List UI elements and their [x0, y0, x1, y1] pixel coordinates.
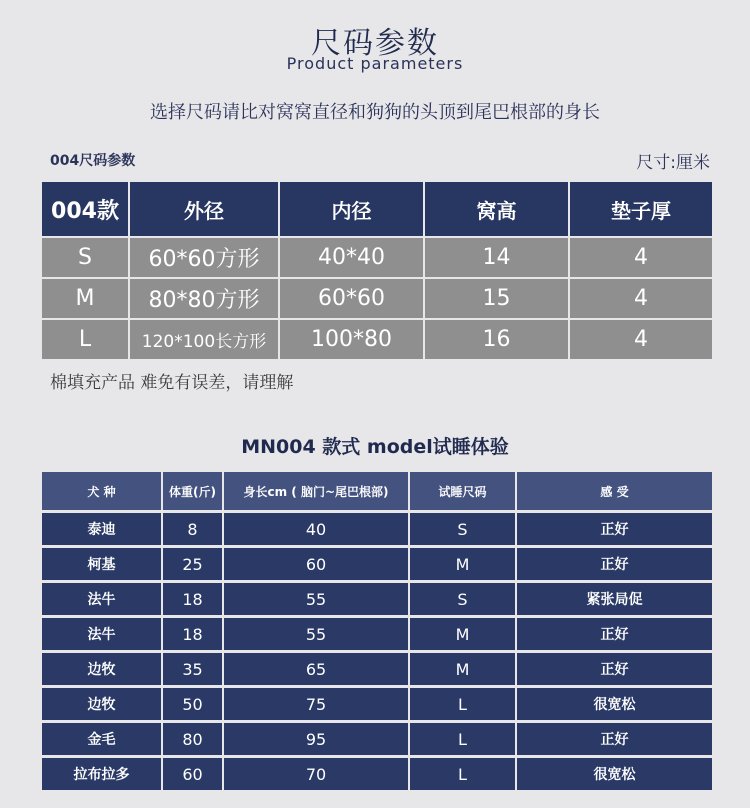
trial-size-cell: S	[410, 513, 515, 545]
table-row	[42, 548, 712, 580]
breed-cell: 法牛	[42, 618, 161, 650]
feeling-cell: 正好	[517, 653, 712, 685]
cushion-thickness-cell: 4	[570, 238, 712, 277]
bed-height-cell: 16	[425, 320, 568, 359]
weight-cell: 35	[163, 653, 222, 685]
weight-cell: 18	[163, 618, 222, 650]
table-row	[42, 618, 712, 650]
breed-cell: 边牧	[42, 688, 161, 720]
trial-size-cell: S	[410, 583, 515, 615]
breed-cell: 泰迪	[42, 513, 161, 545]
outer-diameter-cell: 120*100长方形	[130, 320, 278, 359]
body-length-cell: 65	[224, 653, 408, 685]
feeling-cell: 正好	[517, 513, 712, 545]
page-title: 尺码参数	[311, 26, 439, 61]
body-length-cell: 40	[224, 513, 408, 545]
tolerance-note: 棉填充产品 难免有误差，请理解	[50, 373, 294, 393]
weight-cell: 25	[163, 548, 222, 580]
inner-diameter-cell: 100*80	[280, 320, 423, 359]
column-header-breed: 犬 种	[42, 472, 161, 510]
feeling-cell: 紧张局促	[517, 583, 712, 615]
table-row	[42, 238, 712, 277]
table-row	[42, 320, 712, 359]
column-header-inner-diameter: 内径	[280, 182, 423, 236]
trial-size-cell: M	[410, 653, 515, 685]
column-header-feeling: 感 受	[517, 472, 712, 510]
size-cell: L	[42, 320, 128, 359]
weight-cell: 18	[163, 583, 222, 615]
inner-diameter-cell: 60*60	[280, 279, 423, 318]
outer-diameter-cell: 60*60方形	[130, 238, 278, 277]
breed-cell: 法牛	[42, 583, 161, 615]
feeling-cell: 正好	[517, 723, 712, 755]
table-row	[42, 653, 712, 685]
weight-cell: 80	[163, 723, 222, 755]
cushion-thickness-cell: 4	[570, 320, 712, 359]
table-row	[42, 758, 712, 790]
table-row	[42, 279, 712, 318]
size-instruction: 选择尺码请比对窝窝直径和狗狗的头顶到尾巴根部的身长	[150, 102, 600, 123]
column-header-cushion-thickness: 垫子厚	[570, 182, 712, 236]
outer-diameter-cell: 80*80方形	[130, 279, 278, 318]
size-table-caption: 004尺码参数	[50, 153, 136, 169]
bed-height-cell: 14	[425, 238, 568, 277]
trial-size-cell: L	[410, 758, 515, 790]
breed-cell: 拉布拉多	[42, 758, 161, 790]
body-length-cell: 55	[224, 583, 408, 615]
size-cell: M	[42, 279, 128, 318]
body-length-cell: 75	[224, 688, 408, 720]
body-length-cell: 55	[224, 618, 408, 650]
table-row	[42, 688, 712, 720]
trial-size-cell: M	[410, 548, 515, 580]
size-unit-label: 尺寸:厘米	[636, 153, 710, 173]
table-row	[42, 583, 712, 615]
column-header-outer-diameter: 外径	[130, 182, 278, 236]
trial-table-header-row	[42, 472, 712, 510]
breed-cell: 柯基	[42, 548, 161, 580]
body-length-cell: 60	[224, 548, 408, 580]
body-length-cell: 70	[224, 758, 408, 790]
cushion-thickness-cell: 4	[570, 279, 712, 318]
feeling-cell: 正好	[517, 618, 712, 650]
trial-size-cell: M	[410, 618, 515, 650]
column-header-trial-size: 试睡尺码	[410, 472, 515, 510]
weight-cell: 8	[163, 513, 222, 545]
column-header-body-length: 身长cm ( 脑门~尾巴根部)	[224, 472, 408, 510]
feeling-cell: 很宽松	[517, 688, 712, 720]
feeling-cell: 正好	[517, 548, 712, 580]
column-header-model: 004款	[42, 182, 128, 236]
feeling-cell: 很宽松	[517, 758, 712, 790]
size-parameter-table	[40, 180, 714, 361]
size-cell: S	[42, 238, 128, 277]
bed-height-cell: 15	[425, 279, 568, 318]
trial-sleep-table	[40, 469, 714, 793]
breed-cell: 边牧	[42, 653, 161, 685]
weight-cell: 50	[163, 688, 222, 720]
inner-diameter-cell: 40*40	[280, 238, 423, 277]
size-table-header-row	[42, 182, 712, 236]
page-subtitle: Product parameters	[286, 54, 464, 73]
trial-size-cell: L	[410, 723, 515, 755]
table-row	[42, 723, 712, 755]
column-header-weight: 体重(斤)	[163, 472, 222, 510]
body-length-cell: 95	[224, 723, 408, 755]
trial-size-cell: L	[410, 688, 515, 720]
table-row	[42, 513, 712, 545]
breed-cell: 金毛	[42, 723, 161, 755]
trial-table-title: MN004 款式 model试睡体验	[241, 436, 509, 458]
column-header-bed-height: 窝高	[425, 182, 568, 236]
weight-cell: 60	[163, 758, 222, 790]
